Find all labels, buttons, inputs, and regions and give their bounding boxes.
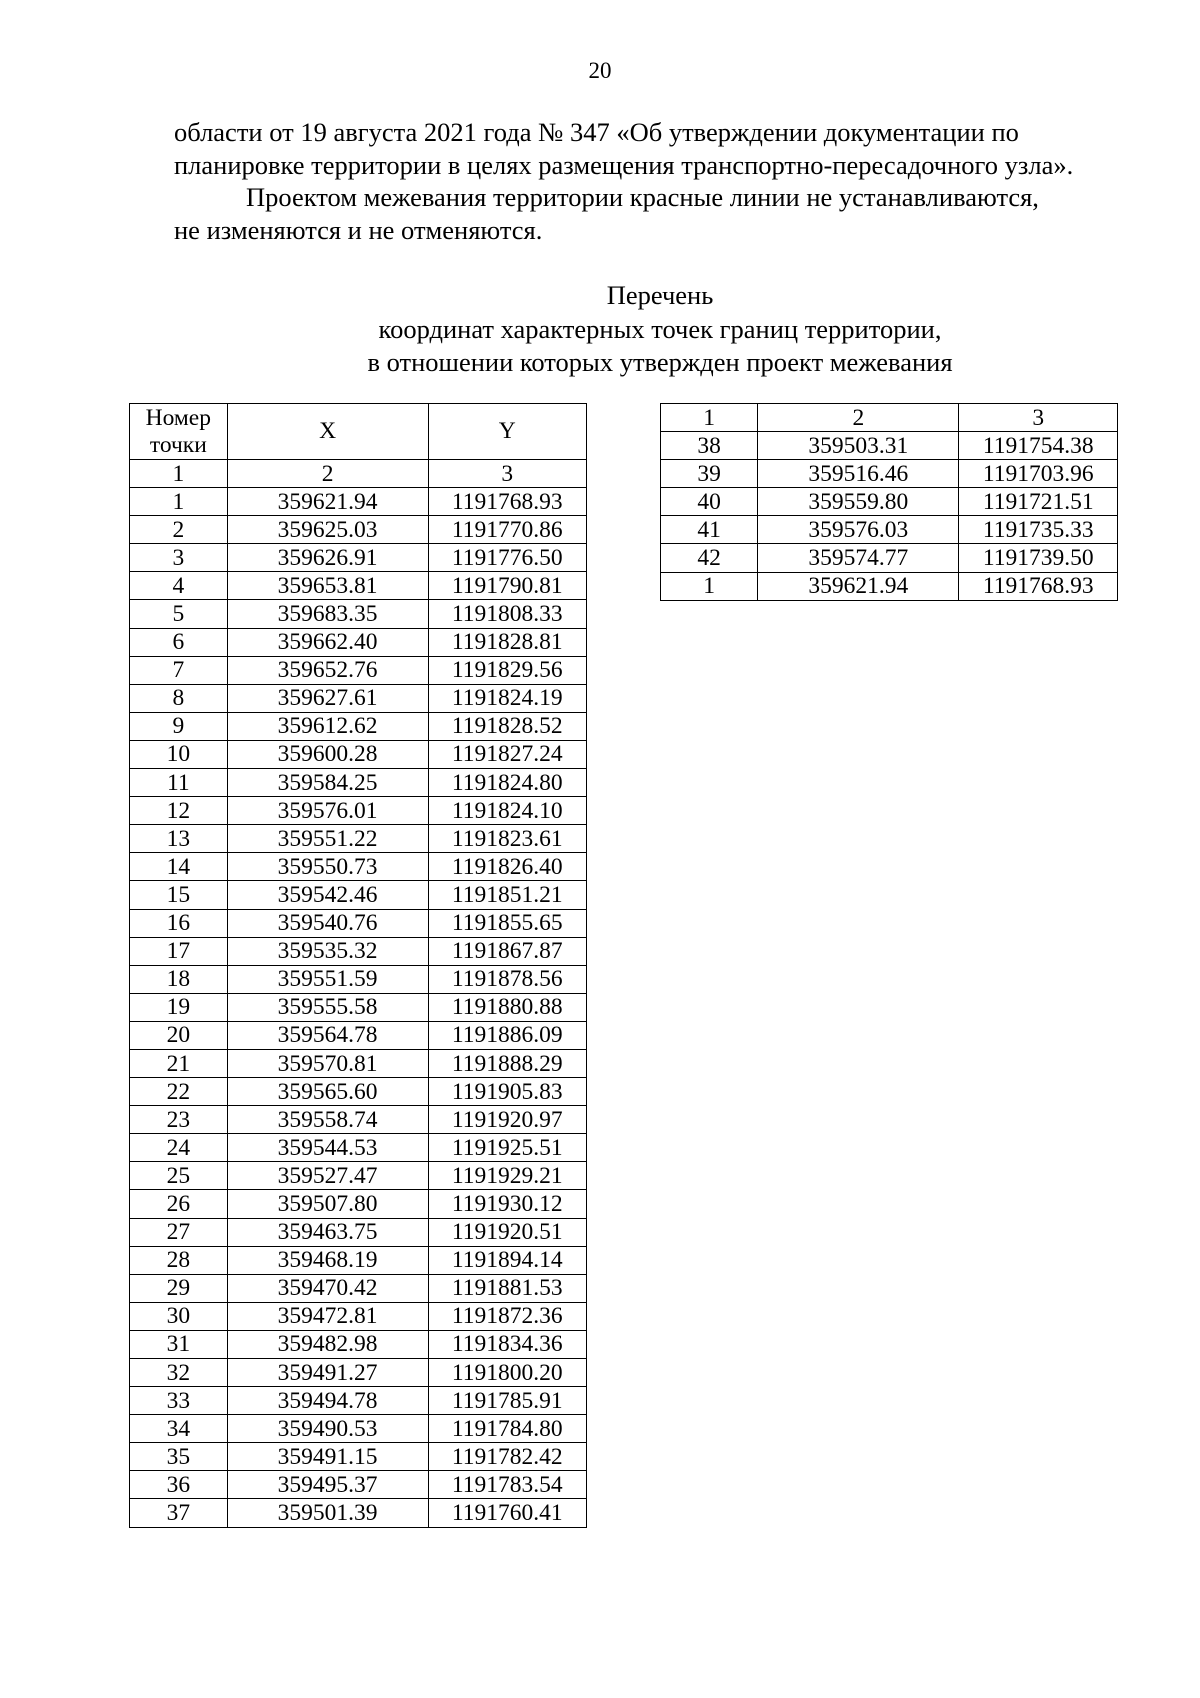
table-row (130, 1190, 587, 1218)
cell-x: 359540.76 (227, 909, 428, 937)
cell-point-number: 30 (130, 1302, 228, 1330)
table-row (130, 1471, 587, 1499)
table-row (130, 993, 587, 1021)
table-row (130, 1499, 587, 1527)
cell-x: 359468.19 (227, 1246, 428, 1274)
cell-x: 359542.46 (227, 881, 428, 909)
page-number: 20 (588, 58, 612, 83)
cell-x: 359612.62 (227, 712, 428, 740)
table-row (130, 1049, 587, 1077)
table-row (130, 516, 587, 544)
table-row (130, 769, 587, 797)
cell-point-number: 23 (130, 1106, 228, 1134)
cell-x: 359570.81 (227, 1049, 428, 1077)
table-row (130, 853, 587, 881)
cell-y: 1191905.83 (428, 1078, 586, 1106)
cell-y: 1191886.09 (428, 1021, 586, 1049)
cell-x: 359625.03 (227, 516, 428, 544)
cell-x: 359472.81 (227, 1302, 428, 1330)
cell-y: 1191827.24 (428, 740, 586, 768)
cell-x: 359576.03 (758, 516, 959, 544)
cell-x: 359551.22 (227, 825, 428, 853)
cell-x: 359584.25 (227, 769, 428, 797)
table-row (130, 488, 587, 516)
cell-y: 1191925.51 (428, 1134, 586, 1162)
table-row (130, 1274, 587, 1302)
coordinates-table-left (129, 403, 587, 1528)
cell-x: 359565.60 (227, 1078, 428, 1106)
table-row (130, 1134, 587, 1162)
table-row (661, 516, 1118, 544)
heading-line-2: координат характерных точек границ территории, (378, 313, 942, 344)
cell-x: 359527.47 (227, 1162, 428, 1190)
cell-x: 359494.78 (227, 1387, 428, 1415)
cell-x: 359482.98 (227, 1330, 428, 1358)
cell-point-number: 38 (661, 432, 758, 460)
paragraph-line: не изменяются и не отменяются. (174, 214, 543, 245)
body-text (174, 116, 1146, 246)
cell-point-number: 24 (130, 1134, 228, 1162)
cell-y: 1191855.65 (428, 909, 586, 937)
cell-y: 1191703.96 (959, 460, 1118, 488)
heading-line-1: Перечень (606, 280, 714, 310)
numbering-cell: 2 (758, 404, 959, 432)
cell-point-number: 42 (661, 544, 758, 572)
cell-point-number: 34 (130, 1415, 228, 1443)
table-row (130, 825, 587, 853)
table-row (130, 1330, 587, 1358)
cell-y: 1191834.36 (428, 1330, 586, 1358)
table-row (130, 1106, 587, 1134)
table-row (130, 712, 587, 740)
cell-x: 359683.35 (227, 600, 428, 628)
cell-point-number: 9 (130, 712, 228, 740)
cell-y: 1191823.61 (428, 825, 586, 853)
table-row (661, 572, 1118, 600)
table-row (661, 488, 1118, 516)
cell-x: 359491.15 (227, 1443, 428, 1471)
cell-y: 1191930.12 (428, 1190, 586, 1218)
cell-x: 359495.37 (227, 1471, 428, 1499)
table-row (661, 432, 1118, 460)
cell-y: 1191768.93 (428, 488, 586, 516)
cell-point-number: 29 (130, 1274, 228, 1302)
cell-point-number: 12 (130, 797, 228, 825)
cell-y: 1191824.10 (428, 797, 586, 825)
cell-x: 359550.73 (227, 853, 428, 881)
cell-point-number: 14 (130, 853, 228, 881)
cell-x: 359559.80 (758, 488, 959, 516)
table-body-right (661, 432, 1118, 601)
cell-y: 1191828.81 (428, 628, 586, 656)
cell-point-number: 1 (661, 572, 758, 600)
cell-point-number: 22 (130, 1078, 228, 1106)
numbering-cell: 2 (227, 460, 428, 488)
table-row (130, 1218, 587, 1246)
cell-y: 1191824.19 (428, 684, 586, 712)
cell-point-number: 37 (130, 1499, 228, 1527)
cell-point-number: 33 (130, 1387, 228, 1415)
table-row (130, 881, 587, 909)
cell-y: 1191894.14 (428, 1246, 586, 1274)
cell-y: 1191808.33 (428, 600, 586, 628)
cell-point-number: 1 (130, 488, 228, 516)
cell-x: 359555.58 (227, 993, 428, 1021)
table-row (130, 1162, 587, 1190)
table-row (130, 684, 587, 712)
table-row (130, 600, 587, 628)
table-row (130, 937, 587, 965)
table-row (130, 572, 587, 600)
cell-y: 1191920.97 (428, 1106, 586, 1134)
cell-point-number: 4 (130, 572, 228, 600)
cell-y: 1191929.21 (428, 1162, 586, 1190)
cell-point-number: 13 (130, 825, 228, 853)
cell-point-number: 32 (130, 1359, 228, 1387)
table-row (130, 797, 587, 825)
table-row (130, 544, 587, 572)
table-row (130, 656, 587, 684)
cell-y: 1191770.86 (428, 516, 586, 544)
cell-point-number: 17 (130, 937, 228, 965)
cell-y: 1191735.33 (959, 516, 1118, 544)
coordinates-table-right (660, 403, 1118, 601)
cell-x: 359516.46 (758, 460, 959, 488)
cell-point-number: 21 (130, 1049, 228, 1077)
cell-y: 1191739.50 (959, 544, 1118, 572)
cell-point-number: 11 (130, 769, 228, 797)
cell-x: 359503.31 (758, 432, 959, 460)
paragraph-line: планировке территории в целях размещения транспортно-пересадочного узла». (174, 149, 1074, 180)
table-header-row (130, 404, 587, 460)
cell-y: 1191829.56 (428, 656, 586, 684)
cell-y: 1191768.93 (959, 572, 1118, 600)
cell-y: 1191785.91 (428, 1387, 586, 1415)
cell-x: 359535.32 (227, 937, 428, 965)
table-numbering-row (661, 404, 1118, 432)
cell-y: 1191867.87 (428, 937, 586, 965)
cell-point-number: 27 (130, 1218, 228, 1246)
cell-y: 1191776.50 (428, 544, 586, 572)
table-row (130, 965, 587, 993)
cell-point-number: 5 (130, 600, 228, 628)
cell-point-number: 7 (130, 656, 228, 684)
cell-y: 1191800.20 (428, 1359, 586, 1387)
header-x: X (227, 404, 428, 460)
cell-y: 1191760.41 (428, 1499, 586, 1527)
cell-x: 359662.40 (227, 628, 428, 656)
cell-x: 359507.80 (227, 1190, 428, 1218)
cell-point-number: 25 (130, 1162, 228, 1190)
cell-y: 1191754.38 (959, 432, 1118, 460)
cell-y: 1191888.29 (428, 1049, 586, 1077)
cell-x: 359558.74 (227, 1106, 428, 1134)
cell-point-number: 16 (130, 909, 228, 937)
numbering-cell: 3 (959, 404, 1118, 432)
cell-x: 359470.42 (227, 1274, 428, 1302)
cell-y: 1191782.42 (428, 1443, 586, 1471)
cell-x: 359564.78 (227, 1021, 428, 1049)
cell-x: 359653.81 (227, 572, 428, 600)
cell-y: 1191878.56 (428, 965, 586, 993)
table-row (130, 1302, 587, 1330)
table-row (130, 628, 587, 656)
cell-y: 1191920.51 (428, 1218, 586, 1246)
table-row (130, 1246, 587, 1274)
cell-x: 359491.27 (227, 1359, 428, 1387)
table-row (130, 740, 587, 768)
table-row (130, 1415, 587, 1443)
cell-point-number: 10 (130, 740, 228, 768)
cell-point-number: 35 (130, 1443, 228, 1471)
paragraph-line: Проектом межевания территории красные линии не устанавливаются, (246, 182, 1039, 212)
header-y: Y (428, 404, 586, 460)
cell-y: 1191880.88 (428, 993, 586, 1021)
cell-x: 359621.94 (227, 488, 428, 516)
cell-point-number: 28 (130, 1246, 228, 1274)
numbering-cell: 3 (428, 460, 586, 488)
cell-x: 359576.01 (227, 797, 428, 825)
cell-point-number: 19 (130, 993, 228, 1021)
cell-point-number: 41 (661, 516, 758, 544)
cell-point-number: 39 (661, 460, 758, 488)
cell-y: 1191783.54 (428, 1471, 586, 1499)
cell-x: 359652.76 (227, 656, 428, 684)
table-row (130, 1078, 587, 1106)
cell-y: 1191872.36 (428, 1302, 586, 1330)
table-row (130, 1021, 587, 1049)
cell-x: 359627.61 (227, 684, 428, 712)
cell-x: 359551.59 (227, 965, 428, 993)
cell-point-number: 3 (130, 544, 228, 572)
table-body-left (130, 488, 587, 1527)
cell-y: 1191826.40 (428, 853, 586, 881)
cell-y: 1191784.80 (428, 1415, 586, 1443)
cell-x: 359621.94 (758, 572, 959, 600)
cell-x: 359626.91 (227, 544, 428, 572)
cell-y: 1191828.52 (428, 712, 586, 740)
cell-y: 1191824.80 (428, 769, 586, 797)
cell-point-number: 31 (130, 1330, 228, 1358)
cell-y: 1191790.81 (428, 572, 586, 600)
cell-y: 1191881.53 (428, 1274, 586, 1302)
cell-point-number: 6 (130, 628, 228, 656)
cell-point-number: 20 (130, 1021, 228, 1049)
header-point-number: Номер точки (130, 404, 228, 460)
cell-point-number: 18 (130, 965, 228, 993)
table-row (130, 1387, 587, 1415)
cell-y: 1191851.21 (428, 881, 586, 909)
numbering-cell: 1 (661, 404, 758, 432)
cell-point-number: 36 (130, 1471, 228, 1499)
list-heading (174, 279, 1146, 380)
table-row (130, 1443, 587, 1471)
heading-line-3: в отношении которых утвержден проект межевания (367, 347, 953, 377)
cell-x: 359600.28 (227, 740, 428, 768)
cell-point-number: 26 (130, 1190, 228, 1218)
cell-point-number: 8 (130, 684, 228, 712)
cell-point-number: 2 (130, 516, 228, 544)
cell-point-number: 40 (661, 488, 758, 516)
cell-x: 359544.53 (227, 1134, 428, 1162)
paragraph-line: области от 19 августа 2021 года № 347 «Об утверждении документации по (174, 117, 1019, 147)
cell-x: 359463.75 (227, 1218, 428, 1246)
table-row (130, 909, 587, 937)
table-numbering-row (130, 460, 587, 488)
table-row (130, 1359, 587, 1387)
cell-point-number: 15 (130, 881, 228, 909)
cell-x: 359574.77 (758, 544, 959, 572)
table-row (661, 460, 1118, 488)
numbering-cell: 1 (130, 460, 228, 488)
table-row (661, 544, 1118, 572)
cell-x: 359490.53 (227, 1415, 428, 1443)
cell-x: 359501.39 (227, 1499, 428, 1527)
cell-y: 1191721.51 (959, 488, 1118, 516)
